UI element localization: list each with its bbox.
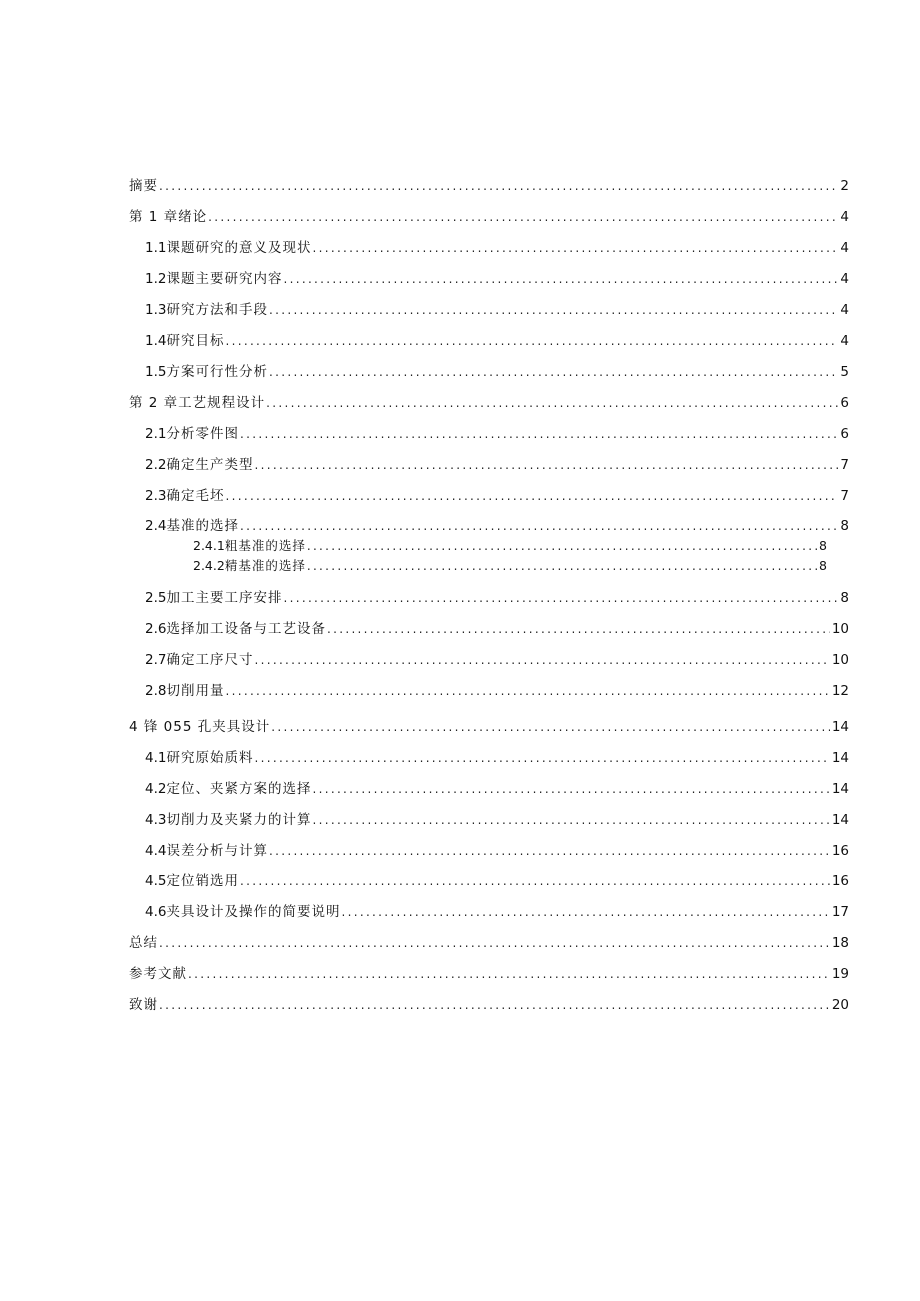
toc-entry [145,749,849,767]
toc-entry-page: 8 [819,538,827,553]
toc-entry [145,651,849,669]
toc-entry-page: 17 [831,904,849,920]
toc-entry-page: 8 [819,558,827,573]
dot-leader [269,842,830,860]
toc-entry [129,394,849,412]
toc-entry-page: 14 [831,719,849,735]
toc-entry-number: 2.6 [145,621,167,637]
toc-entry-title: 加工主要工序安排 [166,590,283,606]
dot-leader [225,487,838,505]
toc-entry-title: 课题主要研究内容 [166,271,283,287]
toc-entry-number: 4.6 [145,904,167,920]
toc-entry-title: 参考文献 [129,966,187,982]
toc-entry-number: 4.5 [145,873,167,889]
toc-entry-number: 1.1 [145,240,167,256]
dot-leader [327,620,830,638]
toc-entry-page: 14 [831,781,849,797]
toc-entry-title: 第 1 章绪论 [129,209,208,225]
dot-leader [159,177,838,195]
dot-leader [283,270,838,288]
toc-entry [145,780,849,798]
dot-leader [254,456,838,474]
toc-entry-title: 第 2 章工艺规程设计 [129,395,266,411]
dot-leader [188,965,830,983]
toc-entry-title: 摘要 [129,178,158,194]
toc-entry-title: 确定毛坯 [166,488,225,504]
toc-entry-number: 4.4 [145,843,167,859]
toc-entry-title: 切削用量 [166,683,225,699]
toc-entry-page: 14 [831,812,849,828]
toc-entry [145,270,849,288]
toc-entry-title: 夹具设计及操作的简要说明 [166,904,341,920]
dot-leader [240,425,838,443]
dot-leader [269,301,838,319]
toc-entry [129,208,849,226]
dot-leader [240,517,838,535]
toc-entry-title: 确定生产类型 [166,457,254,473]
toc-entry-title: 研究方法和手段 [166,302,268,318]
toc-entry [129,177,849,195]
toc-entry-number: 4.3 [145,812,167,828]
toc-entry [129,934,849,952]
toc-entry [145,239,849,257]
toc-entry [145,332,849,350]
toc-entry-page: 14 [831,750,849,766]
toc-entry-page: 4 [840,209,849,225]
toc-entry-page: 12 [831,683,849,699]
toc-entry-title: 选择加工设备与工艺设备 [166,621,326,637]
dot-leader [254,651,829,669]
toc-entry-page: 4 [840,333,849,349]
toc-entry [145,456,849,474]
dot-leader [225,332,838,350]
toc-entry-number: 1.5 [145,364,167,380]
toc-entry-number: 4.2 [145,781,167,797]
toc-entry-page: 2 [840,178,849,194]
dot-leader [269,363,838,381]
toc-entry-page: 8 [840,518,849,534]
toc-subentry [193,538,827,554]
toc-entry-page: 4 [840,271,849,287]
toc-entry-title: 总结 [129,935,158,951]
dot-leader [225,682,829,700]
toc-entry-page: 8 [840,590,849,606]
toc-entry-title: 误差分析与计算 [166,843,268,859]
toc-entry-page: 18 [831,935,849,951]
toc-entry-title: 定位、夹紧方案的选择 [166,781,312,797]
toc-entry-number: 2.3 [145,488,167,504]
dot-leader [208,208,838,226]
dot-leader [283,589,838,607]
toc-entry-page: 4 [840,240,849,256]
dot-leader [159,934,830,952]
dot-leader [307,538,817,554]
toc-entry-number: 1.2 [145,271,167,287]
toc-entry-page: 10 [831,652,849,668]
dot-leader [341,903,829,921]
toc-entry-page: 5 [840,364,849,380]
toc-entry-title: 分析零件图 [166,426,239,442]
toc-entry-page: 16 [831,873,849,889]
toc-entry-number: 2.4.2 [193,558,225,573]
toc-entry-number: 2.5 [145,590,167,606]
toc-entry [145,682,849,700]
toc-entry-title: 研究原始质料 [166,750,254,766]
toc-entry [145,363,849,381]
dot-leader [271,718,830,736]
toc-entry [145,903,849,921]
toc-entry-number: 1.4 [145,333,167,349]
toc-entry-title: 确定工序尺寸 [166,652,254,668]
toc-entry-page: 6 [840,426,849,442]
toc-entry [145,872,849,890]
dot-leader [240,872,830,890]
toc-entry [145,620,849,638]
dot-leader [312,239,838,257]
dot-leader [312,811,829,829]
toc-entry-title: 方案可行性分析 [166,364,268,380]
toc-entry-page: 7 [840,488,849,504]
toc-entry-number: 1.3 [145,302,167,318]
toc-entry [129,996,849,1014]
dot-leader [307,558,817,574]
toc-entry [145,425,849,443]
toc-entry [145,842,849,860]
toc-entry-title: 切削力及夹紧力的计算 [166,812,312,828]
toc-entry-title: 定位销选用 [166,873,239,889]
toc-entry [145,301,849,319]
toc-entry-number: 2.8 [145,683,167,699]
toc-entry-title: 4 锋 055 孔夹具设计 [129,719,271,735]
toc-entry-title: 课题研究的意义及现状 [166,240,312,256]
dot-leader [159,996,830,1014]
dot-leader [266,394,838,412]
toc-entry [145,811,849,829]
toc-entry-page: 4 [840,302,849,318]
toc-entry [145,589,849,607]
toc-entry-page: 10 [831,621,849,637]
toc-entry [145,487,849,505]
toc-entry-number: 2.2 [145,457,167,473]
toc-entry-page: 6 [840,395,849,411]
toc-entry-number: 2.4 [145,518,167,534]
toc-entry-number: 4.1 [145,750,167,766]
dot-leader [312,780,829,798]
toc-entry-title: 基准的选择 [166,518,239,534]
toc-entry-page: 16 [831,843,849,859]
toc-entry [129,965,849,983]
dot-leader [254,749,829,767]
toc-entry [145,517,849,535]
toc-entry [129,718,849,736]
toc-entry-page: 20 [831,997,849,1013]
toc-entry-page: 19 [831,966,849,982]
toc-entry-title: 研究目标 [166,333,225,349]
toc-entry-title: 精基准的选择 [224,558,306,573]
toc-entry-title: 粗基准的选择 [224,538,306,553]
toc-subentry [193,558,827,574]
toc-entry-title: 致谢 [129,997,158,1013]
toc-entry-number: 2.1 [145,426,167,442]
toc-entry-number: 2.7 [145,652,167,668]
toc-entry-number: 2.4.1 [193,538,225,553]
toc-entry-page: 7 [840,457,849,473]
